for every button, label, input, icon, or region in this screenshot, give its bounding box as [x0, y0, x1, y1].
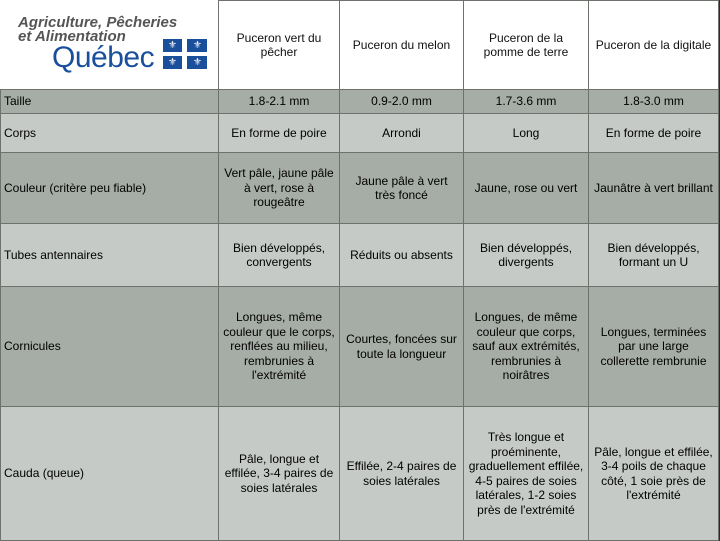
table-cell: Vert pâle, jaune pâle à vert, rose à rougeâtre [219, 153, 340, 224]
logo-wordmark: Québec [52, 41, 155, 74]
table-cell: Pâle, longue et effilée, 3-4 poils de chaque côté, 1 soie près de l'extrémité [589, 407, 719, 541]
column-header: Puceron du melon [340, 1, 464, 90]
table-row [1, 224, 719, 287]
row-label: Cornicules [1, 287, 219, 407]
logo-ministry-line1: Agriculture, Pêcheries [18, 14, 178, 31]
table-row [1, 287, 719, 407]
table-row [1, 407, 719, 541]
table-cell: Arrondi [340, 114, 464, 153]
table-cell: Bien développés, divergents [464, 224, 589, 287]
table-cell: Effilée, 2-4 paires de soies latérales [340, 407, 464, 541]
table-cell: Jaunâtre à vert brillant [589, 153, 719, 224]
column-header: Puceron de la pomme de terre [464, 1, 589, 90]
table-cell: Bien développés, convergents [219, 224, 340, 287]
table-cell: Pâle, longue et effilée, 3-4 paires de soies latérales [219, 407, 340, 541]
table-cell: 0.9-2.0 mm [340, 90, 464, 114]
table-row [1, 153, 719, 224]
row-label: Couleur (critère peu fiable) [1, 153, 219, 224]
fleur-de-lis-flag-icon: ⚜ ⚜ ⚜ ⚜ [163, 39, 207, 69]
table-cell: Réduits ou absents [340, 224, 464, 287]
table-cell: Jaune, rose ou vert [464, 153, 589, 224]
table-cell: Bien développés, formant un U [589, 224, 719, 287]
table-row [1, 114, 719, 153]
table-cell: 1.8-3.0 mm [589, 90, 719, 114]
row-label: Taille [1, 90, 219, 114]
table-cell: Jaune pâle à vert très foncé [340, 153, 464, 224]
table-cell: 1.7-3.6 mm [464, 90, 589, 114]
table-cell: Courtes, foncées sur toute la longueur [340, 287, 464, 407]
table-cell: En forme de poire [589, 114, 719, 153]
quebec-logo [0, 0, 218, 89]
table-cell: Longues, terminées par une large collerette rembrunie [589, 287, 719, 407]
table-cell: Très longue et proéminente, graduellement effilée, 4-5 paires de soies latérales, 1-2 soies près de l'extrémité [464, 407, 589, 541]
logo-ministry-line2: et Alimentation [18, 28, 126, 45]
row-label: Tubes antennaires [1, 224, 219, 287]
table-cell: Longues, même couleur que le corps, renflées au milieu, rembrunies à l'extrémité [219, 287, 340, 407]
row-label: Cauda (queue) [1, 407, 219, 541]
table-cell: 1.8-2.1 mm [219, 90, 340, 114]
table-cell: Long [464, 114, 589, 153]
column-header: Puceron de la digitale [589, 1, 719, 90]
table-cell: En forme de poire [219, 114, 340, 153]
table-cell: Longues, de même couleur que corps, sauf aux extrémités, rembrunies à noirâtres [464, 287, 589, 407]
column-header: Puceron vert du pêcher [219, 1, 340, 90]
row-label: Corps [1, 114, 219, 153]
table-row [1, 90, 719, 114]
